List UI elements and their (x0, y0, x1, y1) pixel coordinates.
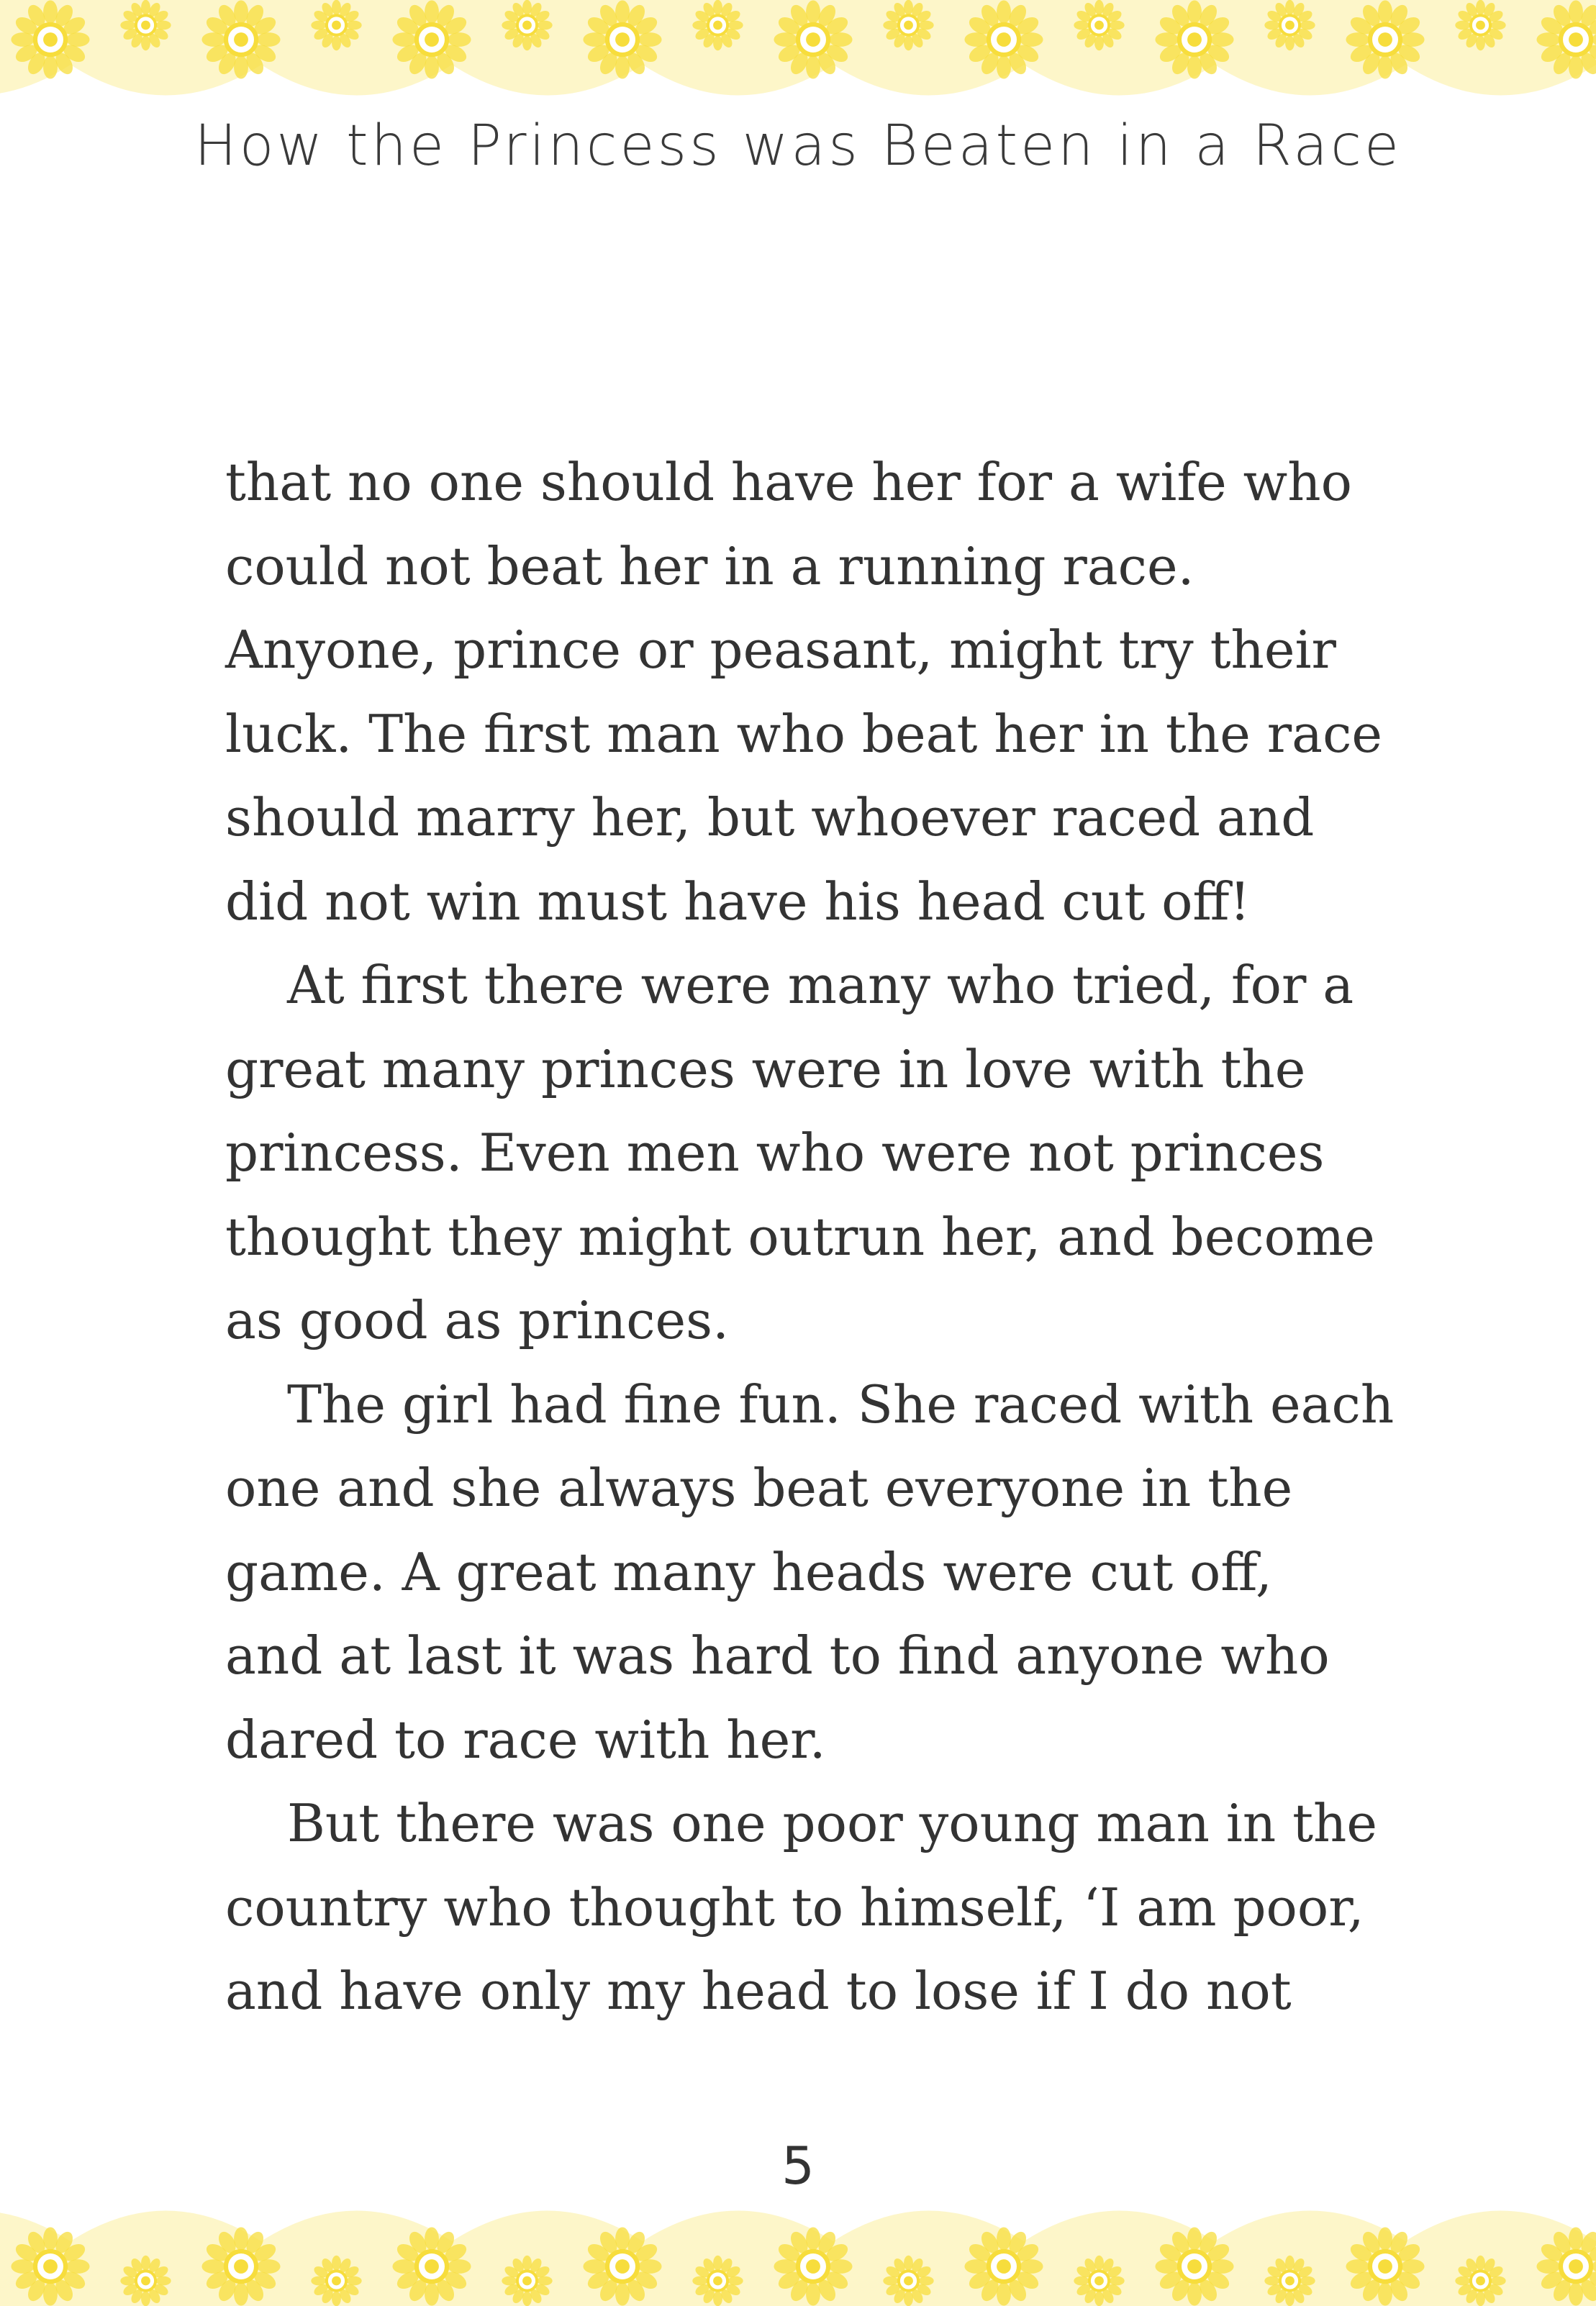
text-line: one and she always beat everyone in the (225, 1458, 1293, 1518)
text-line: should marry her, but whoever raced and (225, 787, 1315, 848)
text-line: Anyone, prince or peasant, might try their (225, 619, 1336, 680)
text-line: princess. Even men who were not princes (225, 1122, 1325, 1183)
text-line: At first there were many who tried, for a (287, 955, 1354, 1015)
text-line: great many princes were in love with the (225, 1038, 1306, 1099)
text-line: luck. The first man who beat her in the race (225, 703, 1383, 764)
text-line: and at last it was hard to find anyone who (225, 1625, 1330, 1686)
text-line: that no one should have her for a wife who (225, 452, 1352, 512)
running-head: How the Princess was Beaten in a Race (194, 114, 1402, 178)
text-line: game. A great many heads were cut off, (225, 1541, 1272, 1602)
text-line: did not win must have his head cut off! (225, 871, 1251, 932)
page-number: 5 (781, 2135, 815, 2196)
body-text (225, 440, 1434, 2033)
text-line: The girl had fine fun. She raced with each (287, 1374, 1395, 1435)
text-line: dared to race with her. (225, 1709, 826, 1770)
text-line: thought they might outrun her, and become (225, 1206, 1375, 1267)
text-line: and have only my head to lose if I do not (225, 1961, 1292, 2021)
top-lace-border (0, 0, 1596, 122)
text-line: country who thought to himself, ‘I am poor, (225, 1876, 1364, 1938)
text-line: could not beat her in a running race. (225, 535, 1194, 596)
text-line: But there was one poor young man in the (287, 1793, 1378, 1853)
bottom-lace-border (0, 2184, 1596, 2306)
text-line: as good as princes. (225, 1290, 729, 1351)
